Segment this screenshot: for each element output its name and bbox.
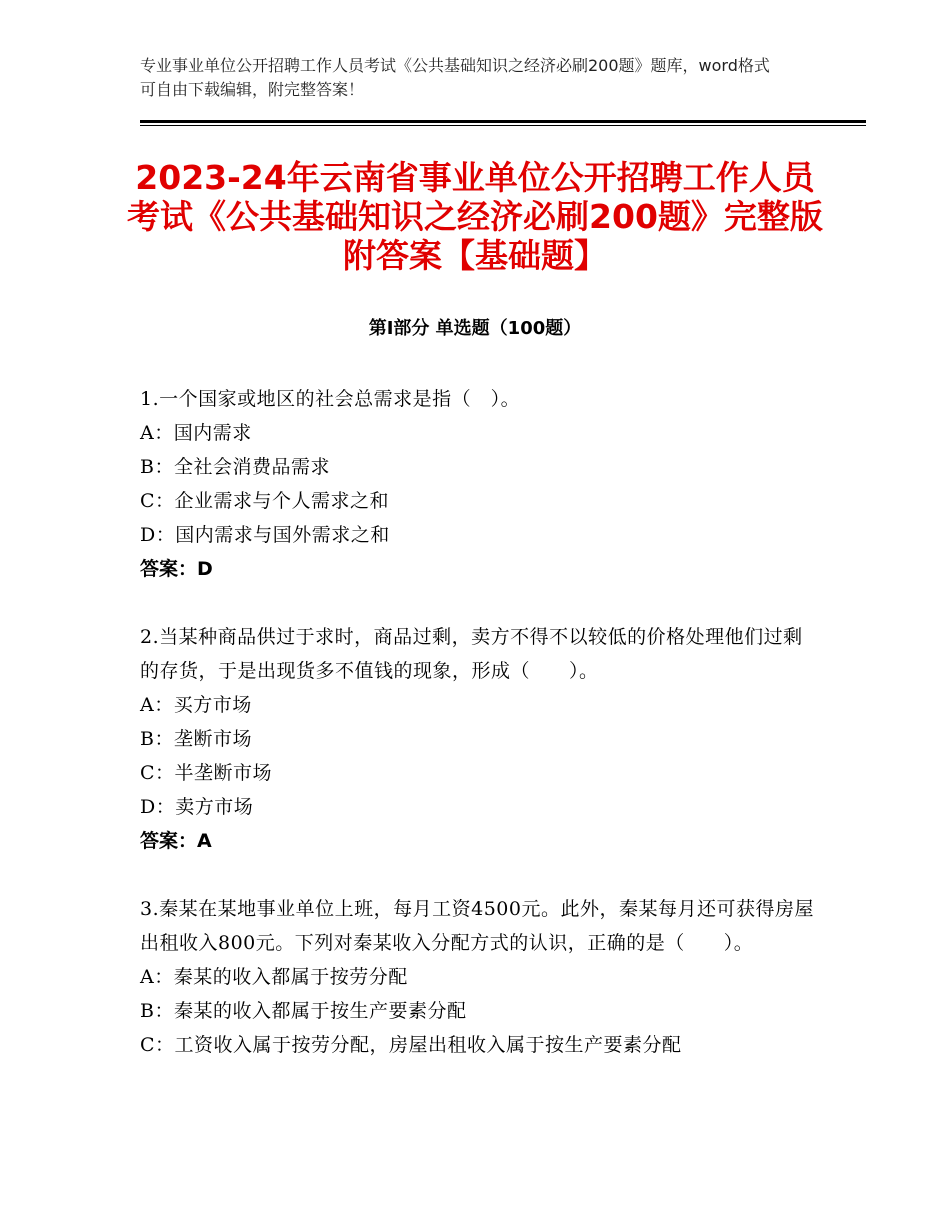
answer-label: 答案：D (140, 558, 213, 580)
option-c: C：企业需求与个人需求之和 (140, 490, 390, 512)
question-list (140, 382, 820, 1096)
question-3 (140, 892, 820, 1062)
header-rule-thin (140, 125, 866, 126)
answer-label: 答案：A (140, 830, 212, 852)
section-title: 第Ⅰ部分 单选题（100题） (368, 318, 582, 339)
option-c: C：半垄断市场 (140, 762, 273, 784)
option-d: D：卖方市场 (140, 796, 254, 818)
document-title: 2023-24年云南省事业单位公开招聘工作人员考试《公共基础知识之经济必刷200题》完整版附答案【基础题】 (127, 158, 823, 275)
option-a: A：国内需求 (140, 422, 252, 444)
option-b: B：垄断市场 (140, 728, 252, 750)
header-rule-thick (140, 120, 866, 123)
question-stem: 1.一个国家或地区的社会总需求是指（ ）。 (140, 388, 521, 410)
question-1 (140, 382, 820, 586)
option-b: B：秦某的收入都属于按生产要素分配 (140, 1000, 467, 1022)
question-stem: 2.当某种商品供过于求时，商品过剩，卖方不得不以较低的价格处理他们过剩的存货，于是出现货多不值钱的现象，形成（ ）。 (140, 626, 803, 682)
question-2 (140, 620, 820, 858)
option-a: A：买方市场 (140, 694, 252, 716)
option-d: D：国内需求与国外需求之和 (140, 524, 390, 546)
option-b: B：全社会消费品需求 (140, 456, 330, 478)
question-stem: 3.秦某在某地事业单位上班，每月工资4500元。此外，秦某每月还可获得房屋出租收入800元。下列对秦某收入分配方式的认识，正确的是（ ）。 (140, 898, 814, 954)
header-note: 专业事业单位公开招聘工作人员考试《公共基础知识之经济必刷200题》题库，word格式可自由下载编辑，附完整答案！ (140, 56, 770, 99)
option-c: C：工资收入属于按劳分配，房屋出租收入属于按生产要素分配 (140, 1034, 682, 1056)
option-a: A：秦某的收入都属于按劳分配 (140, 966, 408, 988)
